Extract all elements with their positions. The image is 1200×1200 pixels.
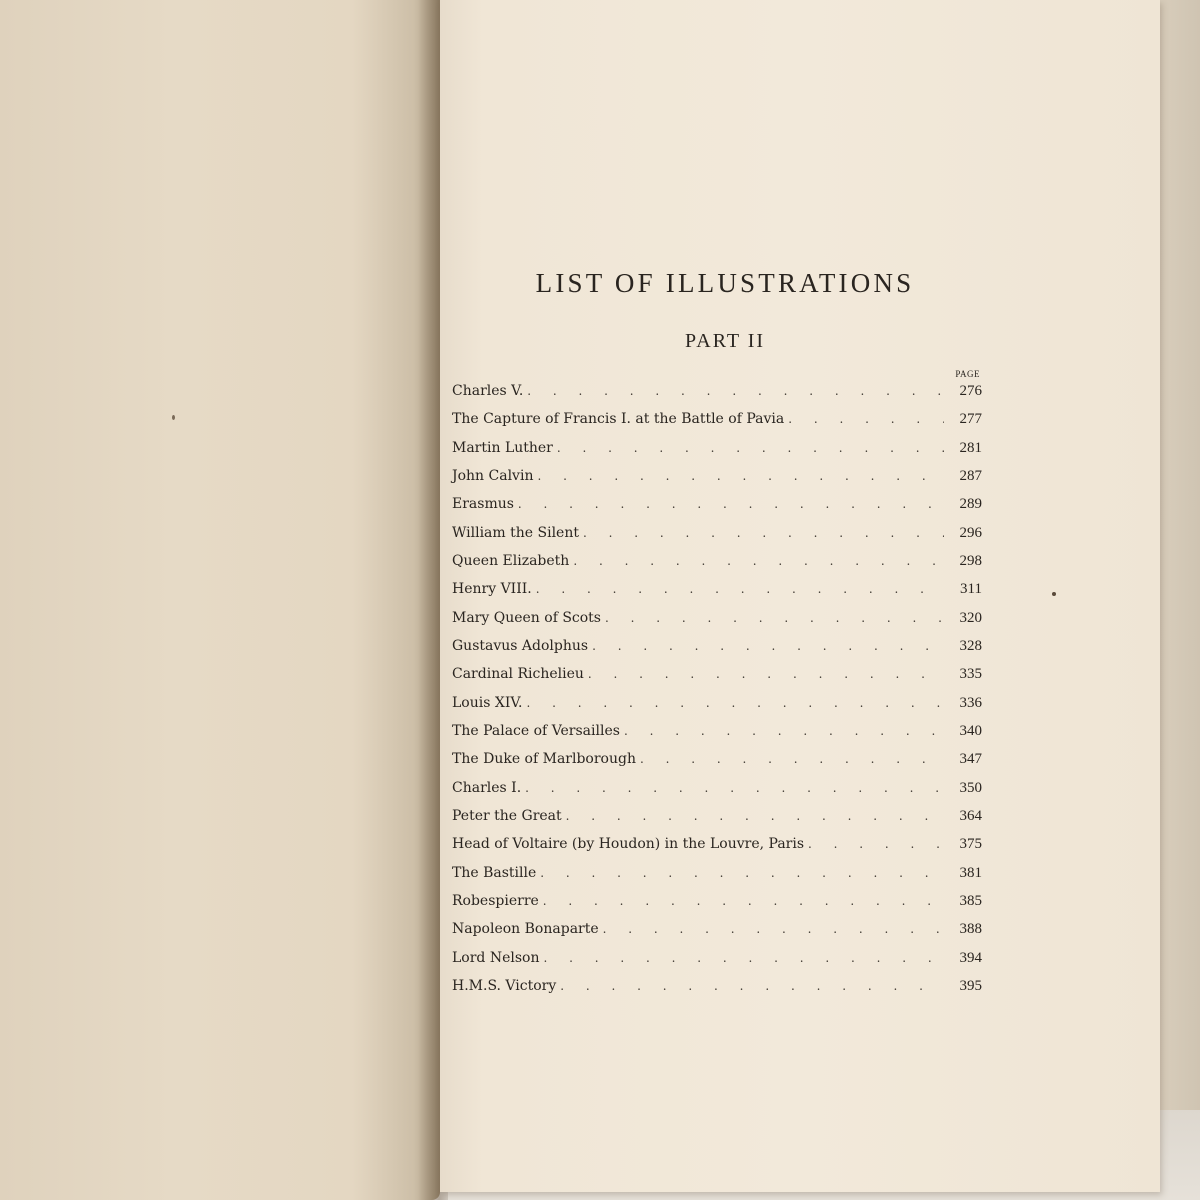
illustrations-list (452, 383, 982, 1006)
illustration-title: Mary Queen of Scots (452, 609, 601, 626)
page-number: 375 (959, 836, 982, 853)
list-item (452, 751, 982, 779)
list-item (452, 666, 982, 694)
page-number: 381 (959, 864, 982, 881)
list-item (452, 638, 982, 666)
illustration-title: The Bastille (452, 864, 537, 881)
part-heading: PART II (684, 330, 766, 352)
dot-leader (573, 554, 944, 568)
dot-leader (640, 752, 944, 766)
list-item (452, 581, 982, 609)
page-number: 364 (959, 807, 982, 824)
illustration-title: William the Silent (452, 524, 579, 541)
illustration-title: Erasmus (452, 496, 514, 513)
book-page-edges (1160, 0, 1200, 1110)
page-number: 320 (959, 609, 982, 626)
illustration-title: Head of Voltaire (by Houdon) in the Louvre, Paris (452, 836, 805, 853)
page-number: 385 (959, 892, 982, 909)
illustration-title: Napoleon Bonaparte (452, 921, 599, 938)
paper-speck (1052, 592, 1056, 596)
list-item (452, 525, 982, 553)
page-number: 395 (959, 977, 982, 994)
illustration-title: Martin Luther (452, 439, 553, 456)
list-item (452, 553, 982, 581)
page-number: 287 (959, 467, 982, 484)
list-item (452, 808, 982, 836)
page-number: 328 (959, 637, 982, 654)
dot-leader (518, 497, 944, 511)
page-number: 296 (959, 524, 982, 541)
illustration-title: Queen Elizabeth (452, 552, 570, 569)
list-item (452, 723, 982, 751)
page-number: 336 (959, 694, 982, 711)
dot-leader (526, 696, 944, 710)
paper-speck-left (172, 415, 175, 420)
illustration-title: H.M.S. Victory (452, 977, 557, 994)
dot-leader (543, 894, 944, 908)
dot-leader (592, 639, 944, 653)
list-item (452, 468, 982, 496)
list-item (452, 836, 982, 864)
list-item (452, 695, 982, 723)
page-number: 388 (959, 921, 982, 938)
illustration-title: Gustavus Adolphus (452, 637, 589, 654)
dot-leader (560, 979, 944, 993)
dot-leader (808, 837, 944, 851)
page-number: 347 (959, 751, 982, 768)
dot-leader (557, 441, 944, 455)
page-number: 335 (959, 666, 982, 683)
list-item (452, 610, 982, 638)
illustration-title: The Duke of Marlborough (452, 751, 636, 768)
illustration-title: Peter the Great (452, 807, 562, 824)
list-item (452, 411, 982, 439)
dot-leader (536, 582, 944, 596)
dot-leader (525, 781, 944, 795)
illustration-title: The Palace of Versailles (452, 722, 620, 739)
dot-leader (788, 412, 944, 426)
dot-leader (566, 809, 944, 823)
list-item (452, 921, 982, 949)
list-item (452, 383, 982, 411)
page-number: 350 (959, 779, 982, 796)
illustration-title: Louis XIV. (452, 694, 523, 711)
dot-leader (605, 611, 944, 625)
dot-leader (540, 866, 944, 880)
illustration-title: John Calvin (452, 467, 534, 484)
page-number: 277 (959, 411, 982, 428)
page-number: 311 (960, 581, 982, 598)
list-item (452, 893, 982, 921)
illustration-title: Cardinal Richelieu (452, 666, 584, 683)
list-item (452, 950, 982, 978)
dot-leader (583, 526, 944, 540)
dot-leader (537, 469, 944, 483)
dot-leader (527, 384, 944, 398)
list-item (452, 865, 982, 893)
page-number: 281 (959, 439, 982, 456)
list-item (452, 978, 982, 1006)
illustration-title: The Capture of Francis I. at the Battle of Pavia (452, 411, 785, 428)
illustration-title: Charles I. (452, 779, 522, 796)
page-column-label: PAGE (955, 369, 980, 379)
page-number: 289 (959, 496, 982, 513)
list-item (452, 440, 982, 468)
illustration-title: Henry VIII. (452, 581, 532, 598)
illustration-title: Lord Nelson (452, 949, 540, 966)
page-number: 394 (959, 949, 982, 966)
page-title: LIST OF ILLUSTRATIONS (535, 268, 915, 298)
page-number: 298 (959, 552, 982, 569)
dot-leader (603, 922, 944, 936)
page-number: 276 (959, 383, 982, 399)
illustration-title: Charles V. (452, 383, 524, 399)
dot-leader (543, 951, 944, 965)
left-page (0, 0, 440, 1200)
dot-leader (588, 667, 944, 681)
illustration-title: Robespierre (452, 892, 539, 909)
page-number: 340 (959, 722, 982, 739)
dot-leader (624, 724, 944, 738)
list-item (452, 780, 982, 808)
list-item (452, 496, 982, 524)
